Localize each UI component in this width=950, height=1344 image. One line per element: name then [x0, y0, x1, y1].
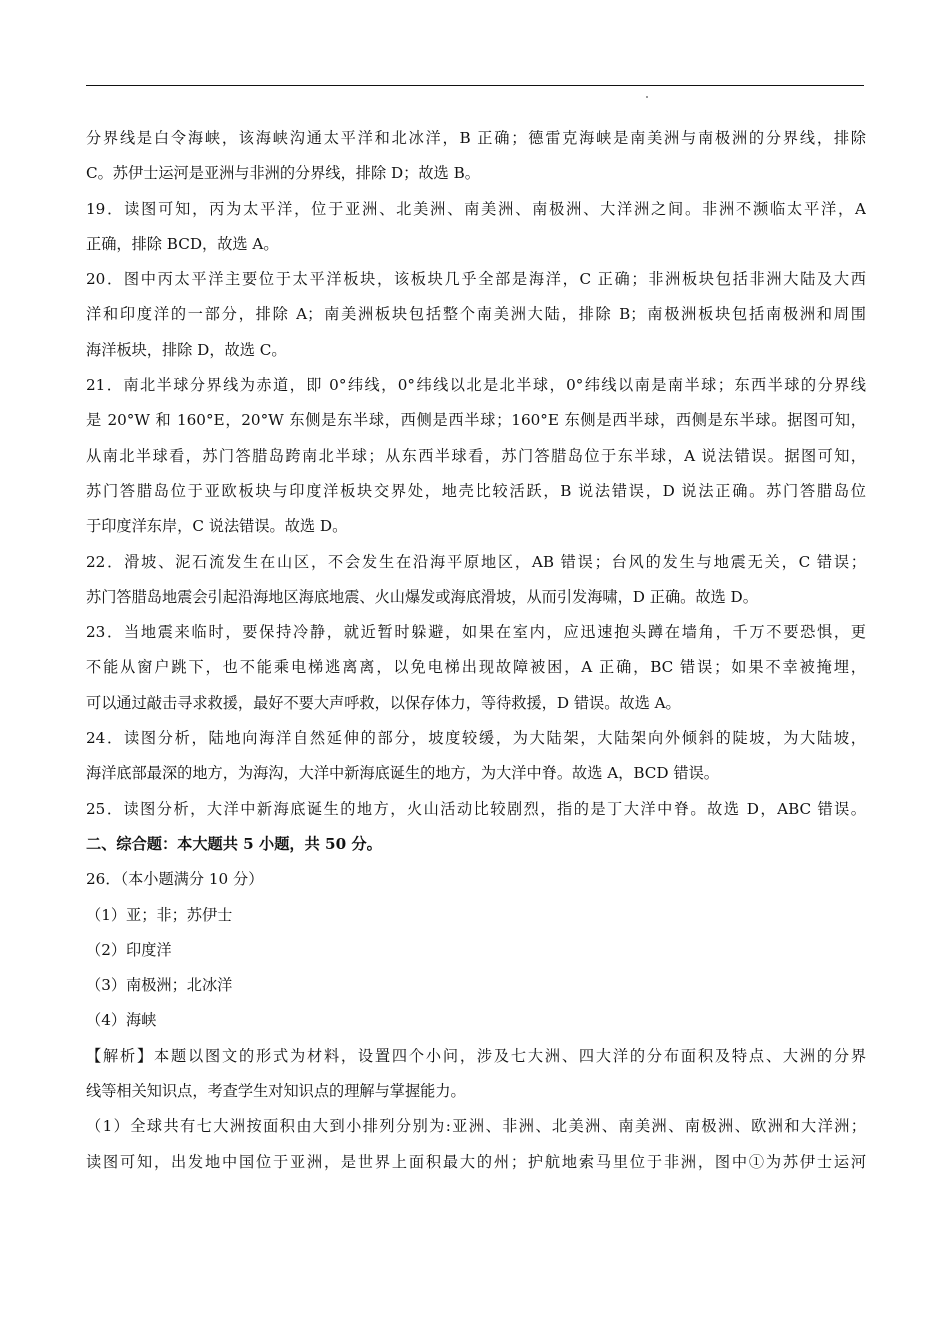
- text-line: 25．读图分析，大洋中新海底诞生的地方，火山活动比较剧烈，指的是丁大洋中脊。故选 D，ABC 错误。: [86, 799, 866, 818]
- text-line: 读图可知，出发地中国位于亚洲，是世界上面积最大的州；护航地索马里位于非洲，图中①为苏伊士运河: [86, 1152, 866, 1171]
- text-line: 是 20°W 和 160°E，20°W 东侧是东半球，西侧是西半球；160°E 东侧是西半球，西侧是东半球。据图可知，: [86, 411, 866, 430]
- text-line: 海洋板块，排除 D，故选 C。: [86, 340, 287, 359]
- text-line: 可以通过敲击寻求救援，最好不要大声呼救，以保存体力，等待救援，D 错误。故选 A。: [86, 693, 681, 712]
- text-line: 于印度洋东岸，C 说法错误。故选 D。: [86, 517, 348, 536]
- text-line: 洋和印度洋的一部分，排除 A；南美洲板块包括整个南美洲大陆，排除 B；南极洲板块包括南极洲和周围: [86, 305, 866, 324]
- text-line: 苏门答腊岛位于亚欧板块与印度洋板块交界处，地壳比较活跃，B 说法错误，D 说法正确。苏门答腊岛位: [86, 481, 866, 500]
- text-line: 正确，排除 BCD，故选 A。: [86, 234, 279, 253]
- text-line: 苏门答腊岛地震会引起沿海地区海底地震、火山爆发或海底滑坡，从而引发海啸，D 正确。故选 D。: [86, 587, 758, 606]
- text-line: 24．读图分析，陆地向海洋自然延伸的部分，坡度较缓，为大陆架，大陆架向外倾斜的陡坡，为大陆坡，: [86, 729, 866, 748]
- text-line: 【解析】本题以图文的形式为材料，设置四个小问，涉及七大洲、四大洋的分布面积及特点、大洲的分界: [86, 1046, 866, 1065]
- text-line: 23．当地震来临时，要保持冷静，就近暂时躲避，如果在室内，应迅速抱头蹲在墙角，千万不要恐惧，更: [86, 623, 866, 642]
- text-line: 海洋底部最深的地方，为海沟，大洋中新海底诞生的地方，为大洋中脊。故选 A，BCD 错误。: [86, 764, 719, 783]
- answer-text-body: [86, 121, 866, 1180]
- text-line: 不能从窗户跳下，也不能乘电梯逃离离，以免电梯出现故障被困，A 正确，BC 错误；如果不幸被掩埋，: [86, 658, 866, 677]
- text-line: （1）亚；非；苏伊士: [86, 905, 233, 924]
- text-line: 分界线是白令海峡，该海峡沟通太平洋和北冰洋，B 正确；德雷克海峡是南美洲与南极洲的分界线，排除: [86, 129, 866, 147]
- text-line: 22．滑坡、泥石流发生在山区，不会发生在沿海平原地区，AB 错误；台风的发生与地震无关，C 错误；: [86, 552, 866, 571]
- text-line: （3）南极洲；北冰洋: [86, 976, 233, 995]
- text-line: 19．读图可知，丙为太平洋，位于亚洲、北美洲、南美洲、南极洲、大洋洲之间。非洲不濒临太平洋，A: [86, 199, 866, 218]
- header-mark: [646, 96, 648, 98]
- section-heading: 二、综合题：本大题共 5 小题，共 50 分。: [86, 834, 382, 853]
- header-rule: [86, 85, 864, 86]
- text-line: 从南北半球看，苏门答腊岛跨南北半球；从东西半球看，苏门答腊岛位于东半球，A 说法错误。据图可知，: [86, 446, 866, 465]
- text-line: 26．（本小题满分 10 分）: [86, 870, 264, 889]
- text-line: 21．南北半球分界线为赤道，即 0°纬线，0°纬线以北是北半球，0°纬线以南是南半球；东西半球的分界线: [86, 376, 866, 395]
- text-line: （1）全球共有七大洲按面积由大到小排列分别为:亚洲、非洲、北美洲、南美洲、南极洲、欧洲和大洋洲；: [86, 1117, 866, 1136]
- text-line: （2）印度洋: [86, 940, 172, 959]
- text-line: （4）海峡: [86, 1011, 157, 1030]
- text-line: C。苏伊士运河是亚洲与非洲的分界线，排除 D；故选 B。: [86, 164, 480, 183]
- text-line: 20．图中丙太平洋主要位于太平洋板块，该板块几乎全部是海洋，C 正确；非洲板块包括非洲大陆及大西: [86, 270, 866, 289]
- text-line: 线等相关知识点，考查学生对知识点的理解与掌握能力。: [86, 1082, 466, 1101]
